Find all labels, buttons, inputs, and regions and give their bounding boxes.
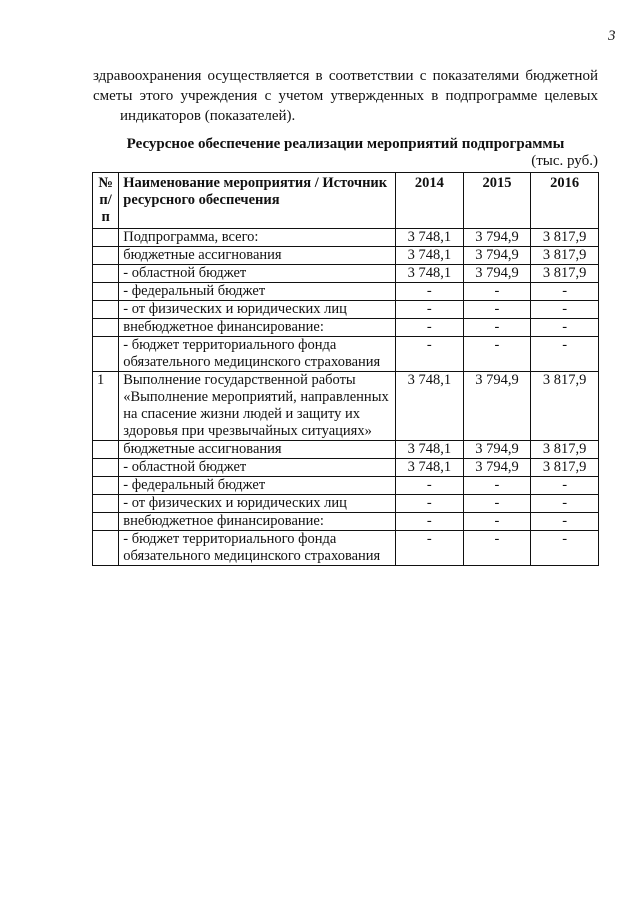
intro-line: здравоохранения осуществляется в соответствии с показателями бюджетной [93,68,598,84]
value-2014: - [395,477,463,495]
table-row [93,247,599,265]
row-name: внебюджетное финансирование: [119,319,396,337]
value-2015: - [463,495,531,513]
table-row [93,283,599,301]
value-2015: 3 794,9 [463,372,531,441]
row-name: - бюджет территориального фонда обязательного медицинского страхования [119,337,396,372]
value-2016: - [531,301,599,319]
row-number [93,247,119,265]
row-number [93,459,119,477]
value-2014: 3 748,1 [395,459,463,477]
header-num: № п/п [93,173,119,229]
row-number: 1 [93,372,119,441]
header-name: Наименование мероприятия / Источник ресурсного обеспечения [119,173,396,229]
value-2015: - [463,337,531,372]
header-year-2014: 2014 [395,173,463,229]
value-2015: 3 794,9 [463,459,531,477]
value-2014: 3 748,1 [395,229,463,247]
row-name: - бюджет территориального фонда обязательного медицинского страхования [119,531,396,566]
value-2016: 3 817,9 [531,441,599,459]
intro-paragraph [93,66,598,126]
section-title: Ресурсное обеспечение реализации мероприятий подпрограммы [126,136,565,152]
value-2016: 3 817,9 [531,229,599,247]
table-row [93,319,599,337]
value-2016: 3 817,9 [531,459,599,477]
value-2014: 3 748,1 [395,265,463,283]
value-2016: - [531,477,599,495]
value-2014: - [395,301,463,319]
row-name: - от физических и юридических лиц [119,301,396,319]
value-2015: 3 794,9 [463,229,531,247]
value-2015: - [463,283,531,301]
table-row [93,372,599,441]
row-name: Подпрограмма, всего: [119,229,396,247]
table-row [93,229,599,247]
value-2016: - [531,531,599,566]
row-name: - областной бюджет [119,459,396,477]
row-number [93,301,119,319]
table-row [93,459,599,477]
row-name: Выполнение государственной работы «Выполнение мероприятий, направленных на спасение жизни людей и защиту их здоровья при чрезвычайных ситуациях» [119,372,396,441]
value-2016: - [531,495,599,513]
row-number [93,513,119,531]
value-2016: 3 817,9 [531,265,599,283]
row-number [93,319,119,337]
table-row [93,477,599,495]
table-row [93,337,599,372]
value-2016: - [531,337,599,372]
table-row [93,495,599,513]
value-2014: - [395,283,463,301]
value-2015: 3 794,9 [463,247,531,265]
value-2014: - [395,495,463,513]
page-number: 3 [608,28,616,44]
row-number [93,229,119,247]
value-2016: - [531,319,599,337]
value-2016: - [531,283,599,301]
value-2014: 3 748,1 [395,372,463,441]
table-row [93,513,599,531]
value-2015: 3 794,9 [463,265,531,283]
value-2015: - [463,513,531,531]
table-row [93,301,599,319]
table-header-row [93,173,599,229]
value-2016: 3 817,9 [531,247,599,265]
value-2015: - [463,319,531,337]
intro-line: сметы этого учреждения с учетом утвержденных в подпрограмме целевых [93,88,598,104]
value-2016: 3 817,9 [531,372,599,441]
row-number [93,531,119,566]
row-name: бюджетные ассигнования [119,247,396,265]
table-row [93,531,599,566]
value-2015: - [463,477,531,495]
row-number [93,495,119,513]
value-2014: - [395,337,463,372]
resource-table [92,172,599,566]
row-number [93,337,119,372]
value-2016: - [531,513,599,531]
row-number [93,441,119,459]
value-2014: - [395,531,463,566]
header-year-2015: 2015 [463,173,531,229]
table-row [93,265,599,283]
header-year-2016: 2016 [531,173,599,229]
row-number [93,477,119,495]
table-row [93,441,599,459]
row-number [93,265,119,283]
value-2014: 3 748,1 [395,441,463,459]
row-number [93,283,119,301]
intro-line: индикаторов (показателей). [120,108,296,124]
unit-label: (тыс. руб.) [531,153,598,169]
value-2014: - [395,513,463,531]
row-name: - федеральный бюджет [119,477,396,495]
value-2015: - [463,301,531,319]
row-name: - областной бюджет [119,265,396,283]
value-2014: 3 748,1 [395,247,463,265]
value-2015: 3 794,9 [463,441,531,459]
value-2015: - [463,531,531,566]
row-name: бюджетные ассигнования [119,441,396,459]
row-name: - от физических и юридических лиц [119,495,396,513]
row-name: внебюджетное финансирование: [119,513,396,531]
row-name: - федеральный бюджет [119,283,396,301]
value-2014: - [395,319,463,337]
